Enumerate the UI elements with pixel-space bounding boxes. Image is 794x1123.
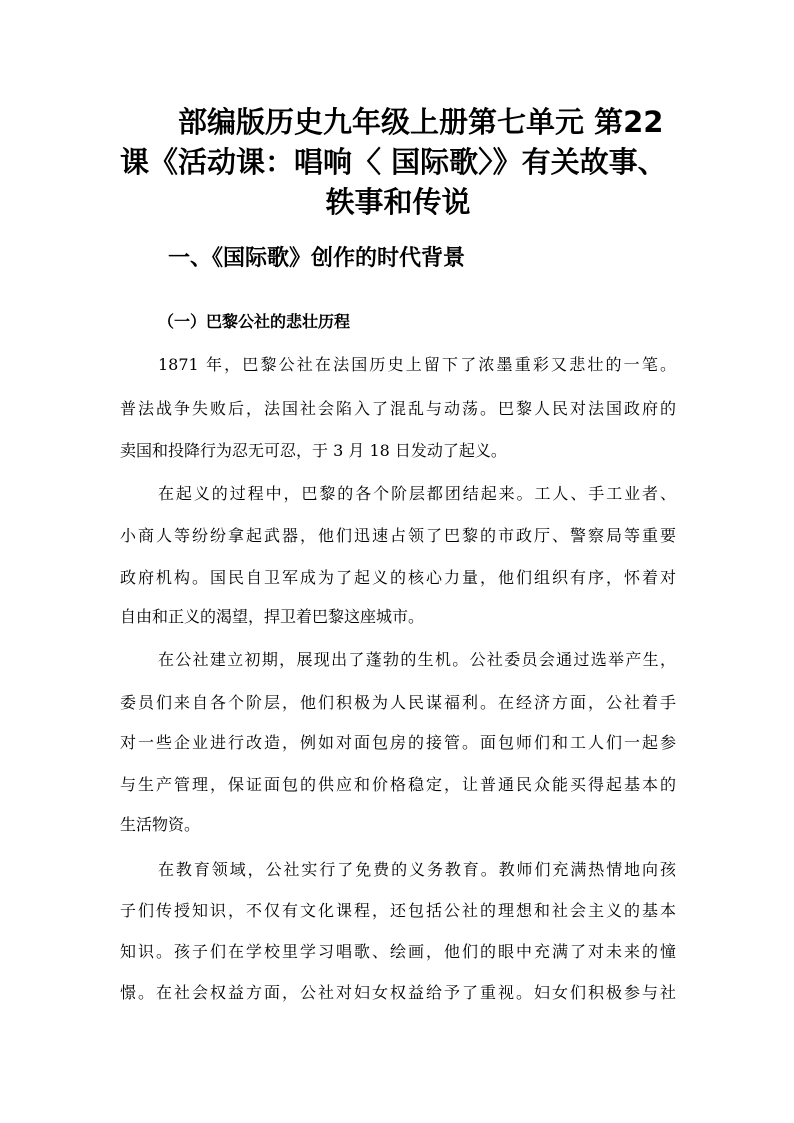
section-heading: 一、《国际歌》创作的时代背景 — [168, 246, 466, 271]
paragraph-3-line-2: 委员们来自各个阶层，他们积极为人民谋福利。在经济方面，公社着手 — [120, 693, 676, 712]
paragraph-3-line-4: 与生产管理，保证面包的供应和价格稳定，让普通民众能买得起基本的 — [120, 775, 676, 794]
title-line-3: 轶事和传说 — [325, 185, 471, 219]
title-line-1: 部编版历史九年级上册第七单元 第22 — [178, 105, 664, 139]
paragraph-3-line-5: 生活物资。 — [120, 815, 201, 834]
title-line-2: 课《活动课：唱响〈 国际歌〉》有关故事、 — [120, 145, 667, 179]
paragraph-1-line-3: 卖国和投降行为忍无可忍，于 3 月 18 日发动了起义。 — [120, 441, 507, 460]
paragraph-1-line-1: 1871 年，巴黎公社在法国历史上留下了浓墨重彩又悲壮的一笔。 — [158, 355, 676, 374]
paragraph-2-line-1: 在起义的过程中，巴黎的各个阶层都团结起来。工人、手工业者、 — [158, 484, 676, 503]
paragraph-2-line-2: 小商人等纷纷拿起武器，他们迅速占领了巴黎的市政厅、警察局等重要 — [120, 526, 676, 545]
paragraph-2-line-3: 政府机构。国民自卫军成为了起义的核心力量，他们组织有序，怀着对 — [120, 568, 676, 587]
paragraph-4-line-4: 憬。在社会权益方面，公社对妇女权益给予了重视。妇女们积极参与社 — [120, 983, 676, 1002]
paragraph-4-line-1: 在教育领域，公社实行了免费的义务教育。教师们充满热情地向孩 — [158, 860, 676, 879]
paragraph-1-line-2: 普法战争失败后，法国社会陷入了混乱与动荡。巴黎人民对法国政府的 — [120, 399, 676, 418]
paragraph-4-line-2: 子们传授知识，不仅有文化课程，还包括公社的理想和社会主义的基本 — [120, 901, 676, 920]
paragraph-4-line-3: 知识。孩子们在学校里学习唱歌、绘画，他们的眼中充满了对未来的憧 — [120, 942, 676, 961]
subsection-heading: （一）巴黎公社的悲壮历程 — [158, 312, 351, 331]
paragraph-2-line-4: 自由和正义的渴望，捍卫着巴黎这座城市。 — [120, 607, 425, 626]
paragraph-3-line-3: 对一些企业进行改造，例如对面包房的接管。面包师们和工人们一起参 — [120, 733, 676, 752]
paragraph-3-line-1: 在公社建立初期，展现出了蓬勃的生机。公社委员会通过选举产生， — [158, 650, 676, 669]
